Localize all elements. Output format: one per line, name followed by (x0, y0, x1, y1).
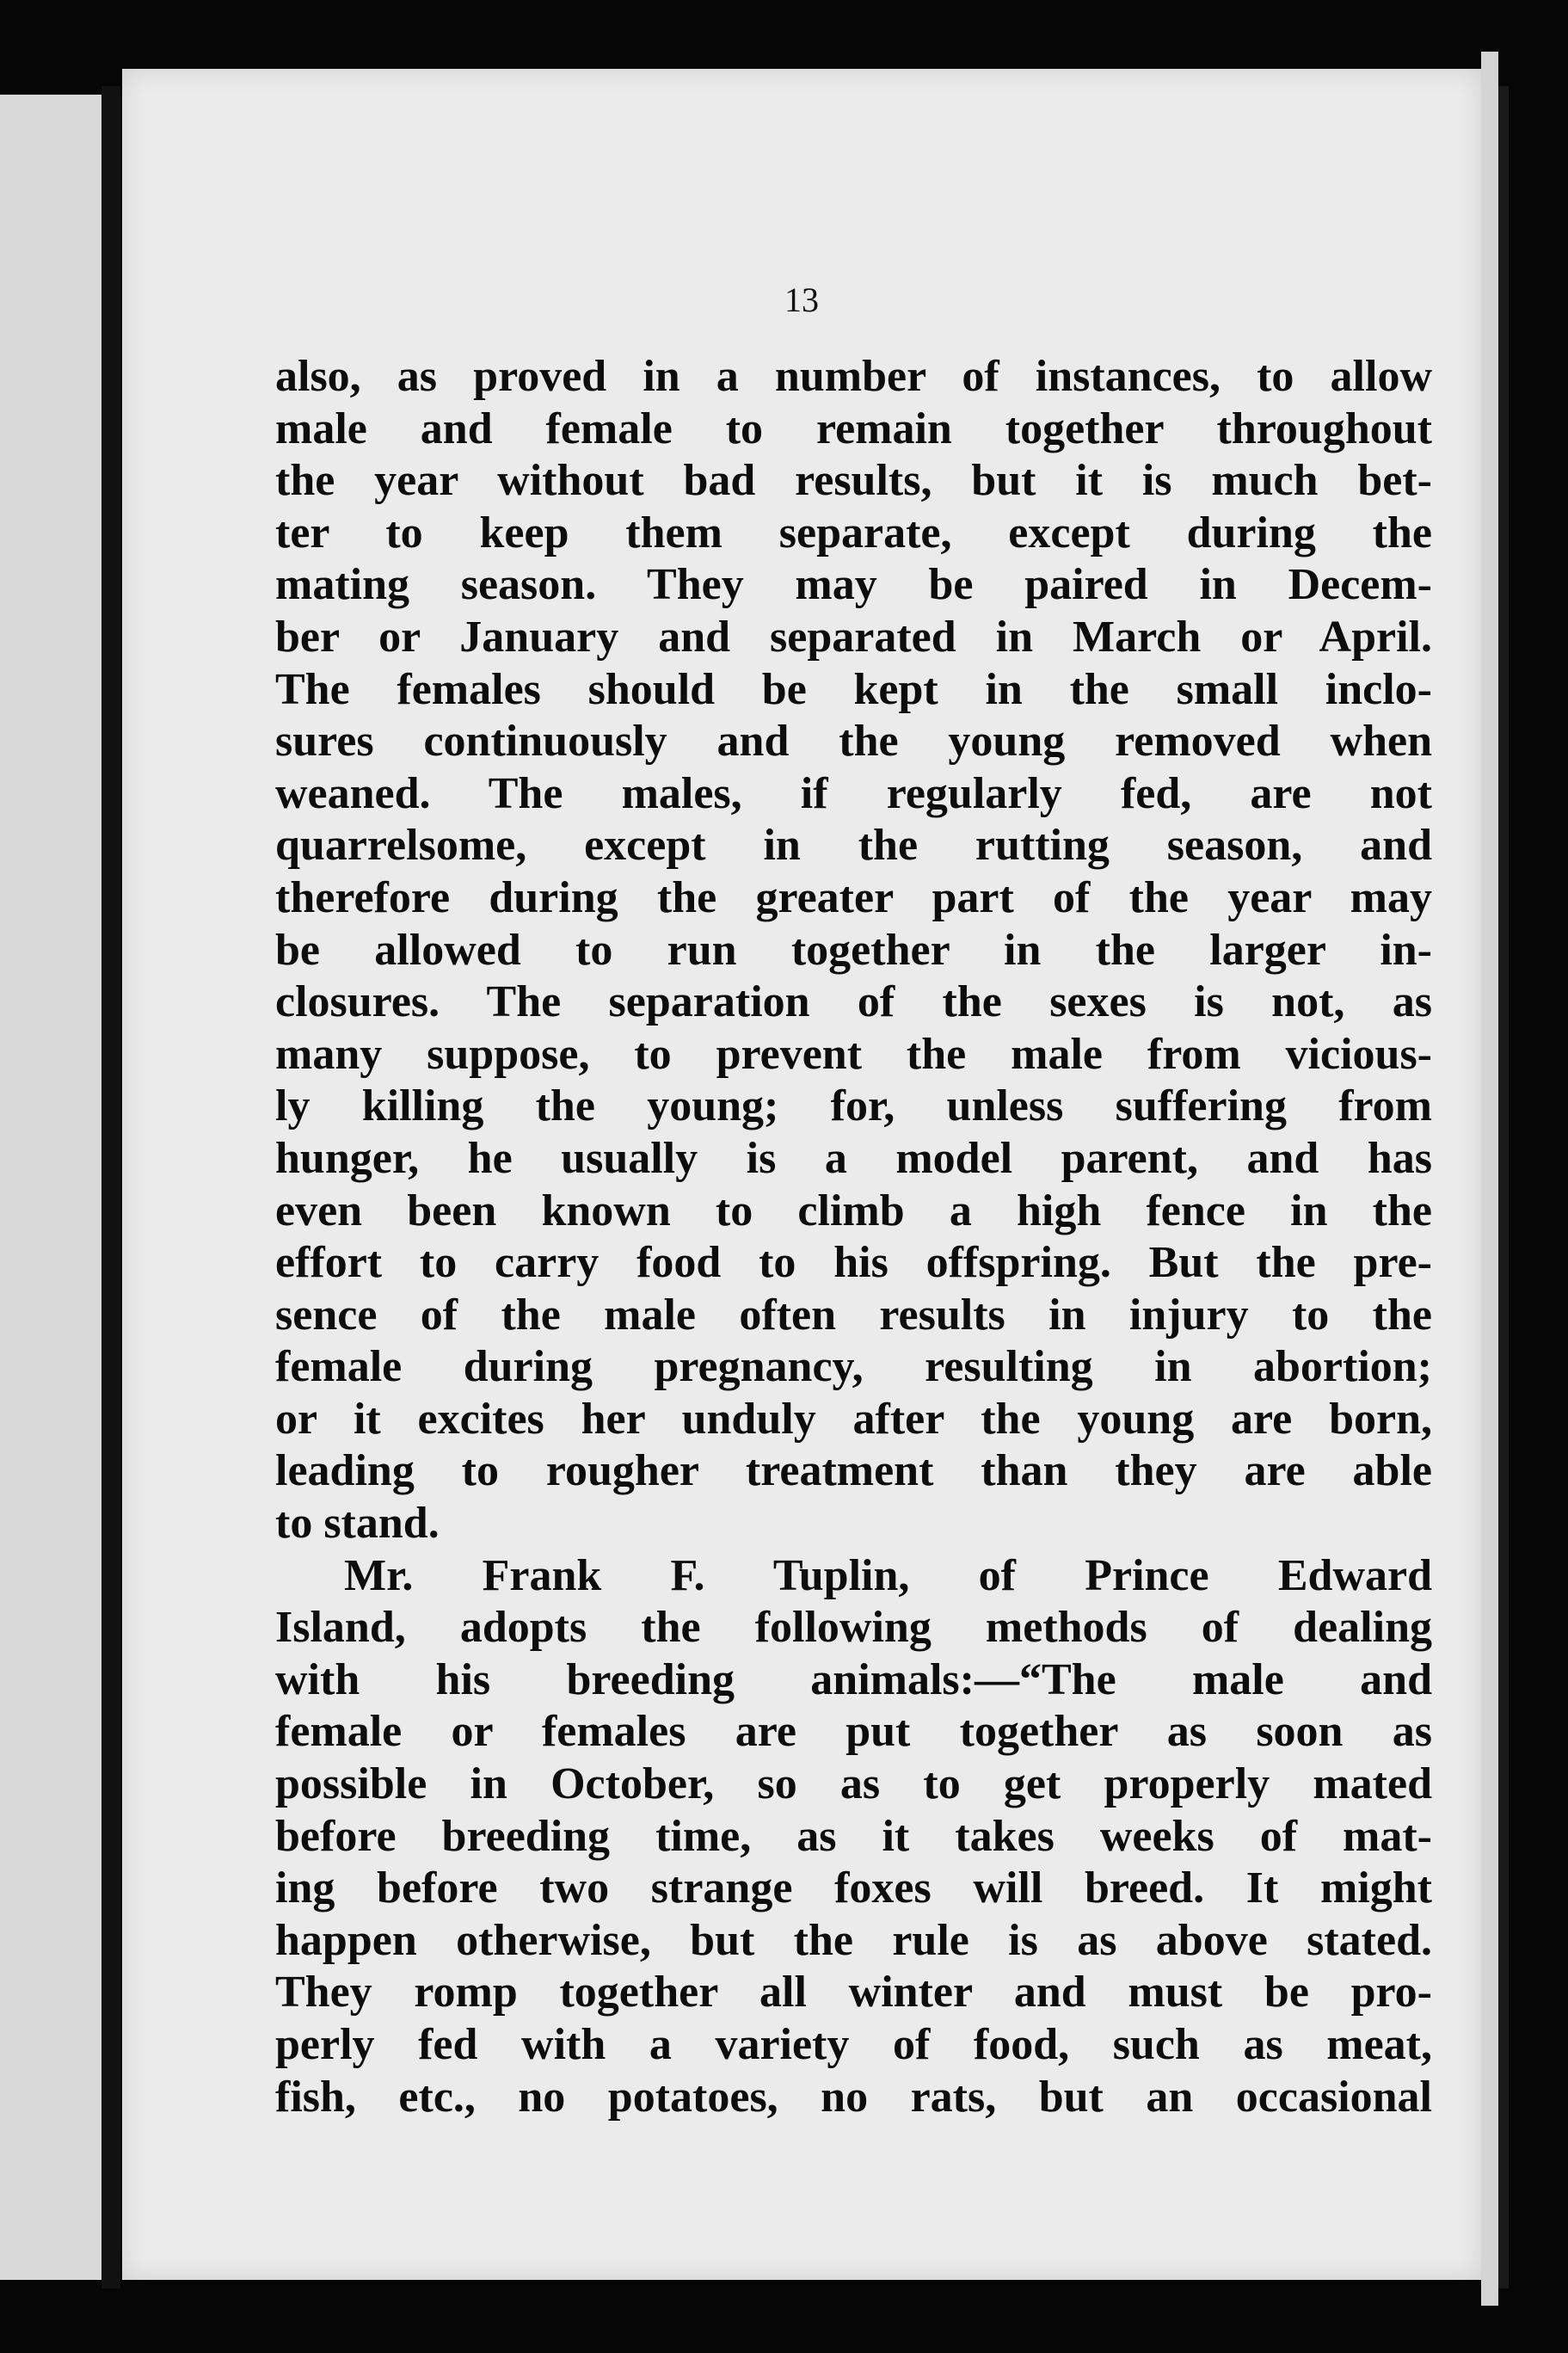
text-line: sence of the male often results in injury to the (275, 1290, 1432, 1340)
text-line: ber or January and separated in March or April. (275, 612, 1432, 662)
text-line: happen otherwise, but the rule is as above stated. (275, 1915, 1432, 1965)
text-line: Island, adopts the following methods of dealing (275, 1603, 1432, 1653)
text-line: male and female to remain together throughout (275, 403, 1432, 453)
text-line: with his breeding animals:—“The male and (275, 1654, 1432, 1704)
text-line: ing before two strange foxes will breed. It might (275, 1863, 1432, 1913)
text-line: weaned. The males, if regularly fed, are not (275, 768, 1432, 818)
text-line: or it excites her unduly after the young are born, (275, 1394, 1432, 1444)
text-line: to stand. (275, 1499, 440, 1549)
text-line: the year without bad results, but it is much bet- (275, 456, 1432, 506)
text-line: female or females are put together as soon as (275, 1707, 1432, 1757)
text-line: before breeding time, as it takes weeks of mat- (275, 1811, 1432, 1861)
text-line: hunger, he usually is a model parent, and has (275, 1133, 1432, 1183)
right-page-edge (1481, 52, 1498, 2306)
text-line: ly killing the young; for, unless suffering from (275, 1081, 1432, 1131)
left-facing-page-edge (0, 95, 103, 2280)
text-line: even been known to climb a high fence in the (275, 1186, 1432, 1235)
text-line: female during pregnancy, resulting in abortion; (275, 1342, 1432, 1392)
right-page-shadow (1498, 86, 1509, 2288)
text-line: possible in October, so as to get properly mated (275, 1759, 1432, 1809)
text-line: They romp together all winter and must be pro- (275, 1968, 1432, 2017)
text-line: fish, etc., no potatoes, no rats, but an occasional (275, 2072, 1432, 2122)
text-line: sures continuously and the young removed when (275, 717, 1432, 767)
text-line: quarrelsome, except in the rutting season, and (275, 821, 1432, 871)
text-line: also, as proved in a number of instances, to allow (275, 352, 1432, 401)
text-line: The females should be kept in the small inclo- (275, 664, 1432, 714)
text-line: perly fed with a variety of food, such as meat, (275, 2020, 1432, 2069)
text-line: closures. The separation of the sexes is not, as (275, 977, 1432, 1027)
book-page (122, 69, 1481, 2280)
text-line: Mr. Frank F. Tuplin, of Prince Edward (344, 1550, 1432, 1600)
text-line: leading to rougher treatment than they are able (275, 1446, 1432, 1496)
text-line: many suppose, to prevent the male from vicious- (275, 1029, 1432, 1079)
text-line: effort to carry food to his offspring. But the pre- (275, 1238, 1432, 1288)
text-line: be allowed to run together in the larger in- (275, 925, 1432, 975)
body-text (275, 351, 1432, 2123)
book-gutter (101, 86, 120, 2288)
text-line: ter to keep them separate, except during the (275, 508, 1432, 557)
text-line: mating season. They may be paired in Decem- (275, 560, 1432, 610)
text-line: therefore during the greater part of the year may (275, 872, 1432, 922)
page-number: 13 (784, 280, 819, 319)
